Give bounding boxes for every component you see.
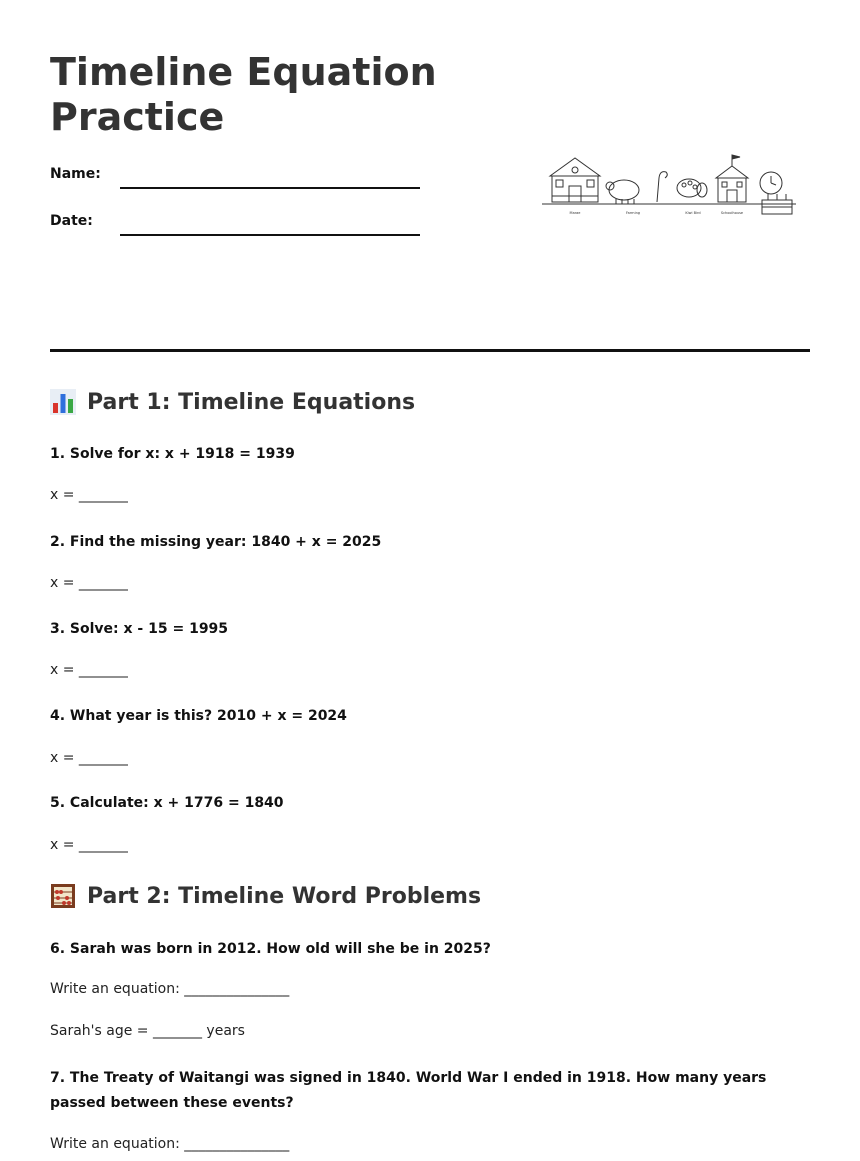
title-line-1: Timeline Equation bbox=[50, 50, 437, 94]
part1-heading bbox=[50, 389, 415, 415]
q7-equation-line[interactable]: Write an equation: _______________ bbox=[50, 1136, 290, 1152]
date-field[interactable] bbox=[120, 234, 420, 236]
question-5: 5. Calculate: x + 1776 = 1840 bbox=[50, 795, 284, 811]
timeline-label-3: Kiwi Bird bbox=[685, 211, 701, 215]
answer-4[interactable]: x = _______ bbox=[50, 750, 128, 766]
question-3: 3. Solve: x - 15 = 1995 bbox=[50, 621, 229, 637]
schoolhouse-icon bbox=[716, 155, 748, 202]
answer-1[interactable]: x = _______ bbox=[50, 487, 128, 503]
question-4: 4. What year is this? 2010 + x = 2024 bbox=[50, 708, 347, 724]
title-line-2: Practice bbox=[50, 95, 225, 139]
timeline-illustration bbox=[538, 152, 800, 222]
q6-equation-line[interactable]: Write an equation: _______________ bbox=[50, 981, 290, 997]
date-label: Date: bbox=[50, 213, 93, 229]
part2-heading-text: Part 2: Timeline Word Problems bbox=[87, 883, 482, 909]
answer-3[interactable]: x = _______ bbox=[50, 662, 128, 678]
header-divider bbox=[50, 349, 810, 352]
bar-chart-icon bbox=[50, 389, 76, 415]
paint-palette-icon bbox=[677, 179, 707, 197]
question-1: 1. Solve for x: x + 1918 = 1939 bbox=[50, 446, 295, 462]
crook-icon bbox=[657, 172, 667, 202]
timeline-label-1: Marae bbox=[569, 211, 581, 215]
name-label: Name: bbox=[50, 166, 101, 182]
timeline-label-4: Schoolhouse bbox=[720, 211, 744, 215]
name-field[interactable] bbox=[120, 187, 420, 189]
timeline-label-2: Farming bbox=[625, 211, 641, 215]
part1-heading-text: Part 1: Timeline Equations bbox=[87, 389, 416, 415]
q6-answer-line[interactable]: Sarah's age = _______ years bbox=[50, 1023, 245, 1039]
answer-2[interactable]: x = _______ bbox=[50, 575, 128, 591]
page-title bbox=[50, 50, 470, 140]
clock-icon bbox=[760, 172, 782, 194]
question-7: 7. The Treaty of Waitangi was signed in 1840. World War I ended in 1918. How many years passed between these events? bbox=[50, 1070, 767, 1111]
abacus-icon bbox=[50, 883, 76, 909]
question-2: 2. Find the missing year: 1840 + x = 2025 bbox=[50, 534, 382, 550]
answer-5[interactable]: x = _______ bbox=[50, 837, 128, 853]
sheep-icon bbox=[606, 180, 639, 204]
house-icon bbox=[550, 158, 600, 202]
question-6: 6. Sarah was born in 2012. How old will she be in 2025? bbox=[50, 941, 491, 957]
part2-heading bbox=[50, 883, 481, 909]
